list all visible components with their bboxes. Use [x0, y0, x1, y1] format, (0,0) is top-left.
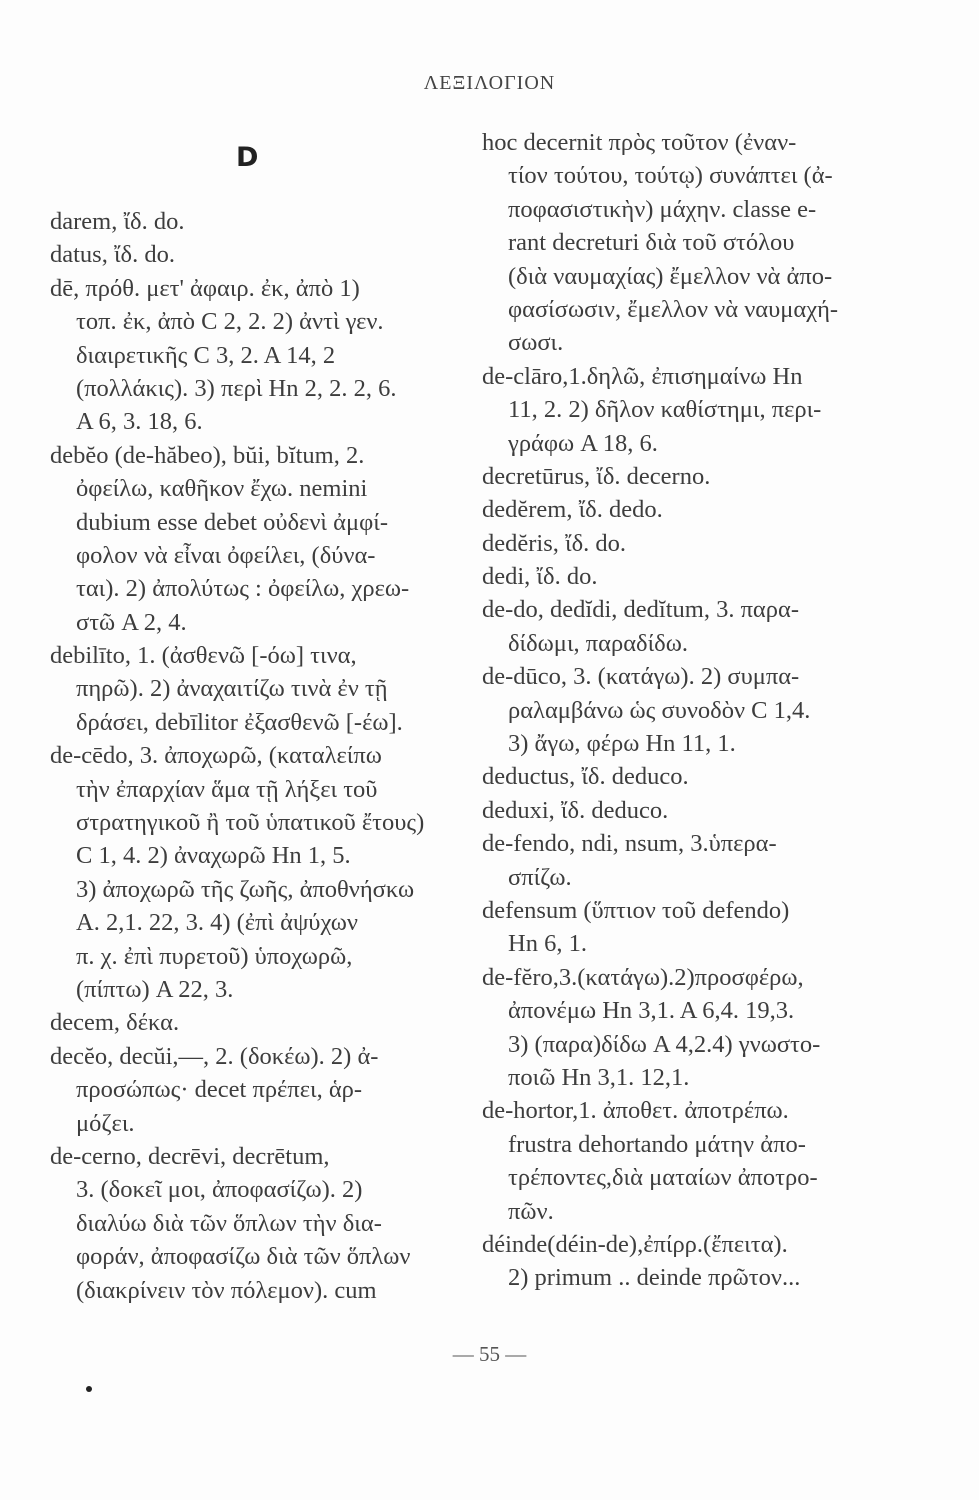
entry-continuation-line: φολον νὰ εἶναι ὀφείλει, (δύνα-: [76, 541, 376, 569]
entry-headword-line: deduxi, ἴδ. deduco.: [482, 796, 669, 824]
entry-continuation-line: δράσει, debīlitor ἐξασθενῶ [-έω].: [76, 708, 403, 736]
entry-continuation-line: τοπ. ἐκ, ἀπὸ C 2, 2. 2) ἀντὶ γεν.: [76, 308, 384, 336]
entry-continuation-line: Hn 6, 1.: [508, 930, 587, 958]
entry-headword-line: decem, δέκα.: [50, 1009, 180, 1037]
entry-headword-line: debĕo (de-hăbeo), bŭi, bĭtum, 2.: [50, 441, 365, 469]
entry-continuation-line: ποφασιστικὴν) μάχην. classe e-: [508, 195, 817, 223]
entry-headword-line: de-hortor,1. ἀποθετ. ἀποτρέπω.: [482, 1097, 789, 1125]
entry-continuation-line: 3. (δοκεῖ μοι, ἀποφασίζω). 2): [76, 1176, 363, 1204]
entry-headword-line: de-cēdo, 3. ἀποχωρῶ, (καταλείπω: [50, 742, 382, 770]
entry-headword-line: dedĕrem, ἴδ. dedo.: [482, 496, 663, 524]
entry-continuation-line: ραλαμβάνω ὡς συνοδὸν C 1,4.: [508, 696, 811, 724]
entry-headword-line: deductus, ἴδ. deduco.: [482, 763, 689, 791]
entry-continuation-line: φασίσωσιν, ἔμελλον νὰ ναυμαχή-: [508, 295, 839, 323]
entry-headword-line: de-clāro,1.δηλῶ, ἐπισημαίνω Hn: [482, 362, 803, 390]
entry-continuation-line: A. 2,1. 22, 3. 4) (ἐπὶ ἀψύχων: [76, 909, 358, 937]
entry-continuation-line: A 6, 3. 18, 6.: [76, 408, 203, 436]
entry-continuation-line: (πίπτω) A 22, 3.: [76, 975, 234, 1003]
entry-continuation-line: στῶ A 2, 4.: [76, 608, 187, 636]
entry-continuation-line: rant decreturi διὰ τοῦ στόλου: [508, 229, 795, 257]
entry-continuation-line: πῶν.: [508, 1197, 554, 1225]
entry-continuation-line: διαλύω διὰ τῶν ὅπλων τὴν δια-: [76, 1209, 382, 1237]
entry-continuation-line: 2) primum .. deinde πρῶτον...: [508, 1264, 801, 1292]
entry-headword-line: defensum (ὕπτιον τοῦ defendo): [482, 896, 790, 924]
entry-continuation-line: ἀπονέμω Hn 3,1. A 6,4. 19,3.: [508, 997, 795, 1025]
entry-continuation-line: 3) ἀποχωρῶ τῆς ζωῆς, ἀποθνήσκω: [76, 875, 415, 903]
entry-continuation-line: τίον τούτου, τούτῳ) συνάπτει (ἀ-: [508, 162, 833, 190]
entry-headword-line: de-fĕro,3.(κατάγω).2)προσφέρω,: [482, 963, 804, 991]
entry-continuation-line: διαιρετικῆς C 3, 2. A 14, 2: [76, 341, 336, 369]
page-number: — 55 —: [452, 1342, 527, 1366]
entry-continuation-line: frustra dehortando μάτην ἀπο-: [508, 1130, 806, 1158]
entry-continuation-line: γράφω A 18, 6.: [508, 429, 658, 457]
section-letter: D: [236, 142, 259, 173]
stray-mark: [86, 1386, 92, 1392]
entry-headword-line: debilīto, 1. (ἀσθενῶ [-όω] τινα,: [50, 642, 357, 670]
entry-continuation-line: σωσι.: [508, 329, 564, 357]
entry-headword-line: dedĕris, ἴδ. do.: [482, 529, 627, 557]
right-column: [482, 126, 922, 1295]
entry-headword-line: datus, ἴδ. do.: [50, 241, 175, 269]
entry-continuation-line: δίδωμι, παραδίδω.: [508, 629, 688, 657]
entry-continuation-line: (διακρίνειν τὸν πόλεμον). cum: [76, 1276, 377, 1304]
entry-continuation-line: (πολλάκις). 3) περὶ Hn 2, 2. 2, 6.: [76, 374, 397, 402]
left-column: [50, 205, 510, 1307]
entry-headword-line: dē, πρόθ. μετ' ἀφαιρ. ἐκ, ἀπὸ 1): [50, 274, 360, 302]
entry-continuation-line: τρέποντες,διὰ ματαίων ἀποτρο-: [508, 1164, 818, 1192]
entry-continuation-line: στρατηγικοῦ ἢ τοῦ ὑπατικοῦ ἔτους): [76, 809, 425, 837]
entry-headword-line: déinde(déin-de),ἐπίρρ.(ἔπειτα).: [482, 1230, 788, 1258]
entry-continuation-line: ποιῶ Hn 3,1. 12,1.: [508, 1063, 690, 1091]
entry-headword-line: hoc decernit πρὸς τοῦτον (ἐναν-: [482, 129, 797, 156]
entry-continuation-line: ται). 2) ἀπολύτως : ὀφείλω, χρεω-: [76, 575, 410, 603]
entry-continuation-line: πηρῶ). 2) ἀναχαιτίζω τινὰ ἐν τῇ: [76, 675, 388, 703]
entry-continuation-line: φοράν, ἀποφασίζω διὰ τῶν ὅπλων: [76, 1243, 411, 1271]
entry-continuation-line: (διὰ ναυμαχίας) ἔμελλον νὰ ἀπο-: [508, 262, 833, 290]
entry-headword-line: de-fendo, ndi, nsum, 3.ὑπερα-: [482, 830, 777, 858]
entry-continuation-line: C 1, 4. 2) ἀναχωρῶ Hn 1, 5.: [76, 842, 351, 870]
entry-continuation-line: π. χ. ἐπὶ πυρετοῦ) ὑποχωρῶ,: [76, 942, 353, 970]
entry-headword-line: de-do, dedĭdi, dedĭtum, 3. παρα-: [482, 596, 799, 624]
entry-headword-line: de-dūco, 3. (κατάγω). 2) συμπα-: [482, 663, 800, 691]
entry-continuation-line: τὴν ἐπαρχίαν ἅμα τῇ λήξει τοῦ: [76, 775, 378, 803]
entry-headword-line: de-cerno, decrēvi, decrētum,: [50, 1142, 330, 1170]
entry-continuation-line: πρoσώπως· decet πρέπει, ἁρ-: [76, 1076, 363, 1104]
entry-continuation-line: 11, 2. 2) δῆλον καθίστημι, περι-: [508, 396, 822, 424]
entry-continuation-line: μόζει.: [76, 1109, 135, 1137]
entry-headword-line: decĕo, decŭi,—, 2. (δοκέω). 2) ἀ-: [50, 1042, 379, 1070]
entry-continuation-line: ὀφείλω, καθῆκον ἔχω. nemini: [76, 475, 368, 503]
entry-continuation-line: σπίζω.: [508, 863, 572, 891]
entry-headword-line: darem, ἴδ. do.: [50, 208, 185, 235]
entry-headword-line: decretūrus, ἴδ. decerno.: [482, 462, 711, 490]
running-head: ΛΕΞΙΛΟΓΙΟΝ: [423, 72, 556, 94]
entry-continuation-line: 3) ἄγω, φέρω Hn 11, 1.: [508, 730, 736, 758]
entry-continuation-line: 3) (παρα)δίδω A 4,2.4) γνωστο-: [508, 1030, 821, 1058]
entry-continuation-line: dubium esse debet οὐδενὶ ἀμφί-: [76, 508, 388, 536]
entry-headword-line: dedi, ἴδ. do.: [482, 563, 598, 591]
